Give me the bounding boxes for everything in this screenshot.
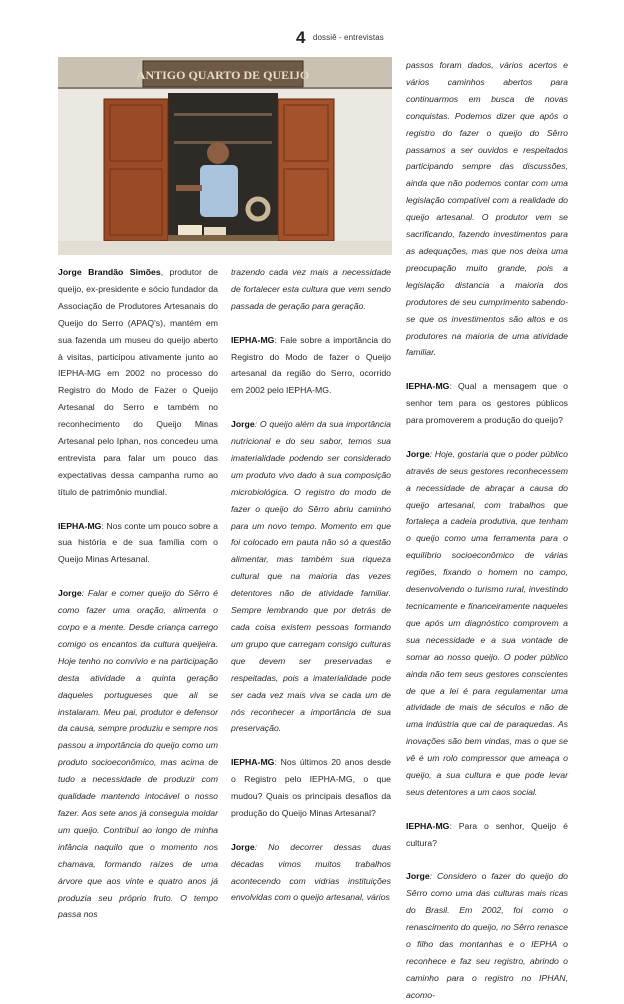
intro-paragraph bbox=[58, 264, 218, 501]
question-3 bbox=[231, 754, 391, 822]
answer-text: : Falar e comer queijo do Sêrro é como fazer uma oração, alimenta o corpo e a mente. Desde criança carrego comigo os encantos da cultura queijeira. Hoje tenho no convívio e na participação desta atividade a quinta geração daqueles portugueses que ali se instalaram. Meu pai, produtor e defensor da causa, sempre produziu e sempre nos passou a importância do queijo como um produto socioeconômico, mas acima de tudo a necessidade de produzir com qualidade mantendo intocável o nosso fazer. Aos sete anos já conseguia moldar um queijo. Contribuí ao longo de minha infância naquilo que o momento nos chamava, formando raízes de uma árvore que aos vinte e quatro anos já produzia seu próprio fruto. O tempo passa nos bbox=[58, 588, 218, 920]
answer-1-continued: trazendo cada vez mais a necessidade de fortalecer esta cultura que vem sendo passada de geração para geração. bbox=[231, 267, 391, 311]
answer-text: : Considero o fazer do queijo do Sêrro como uma das culturas mais ricas do Brasil. Em 2002, foi como o renascimento do queijo, no Sêrro renasce o filho das montanhas e o IEPHA o reconhece e faz seu registro, abrindo o caminho para o registro no IPHAN, acomo- bbox=[406, 871, 568, 1000]
question-4 bbox=[406, 378, 568, 429]
answer-label: Jorge bbox=[231, 841, 255, 852]
column-3 bbox=[406, 57, 568, 1004]
answer-4 bbox=[406, 446, 568, 801]
interviewee-name: Jorge Brandão Simões bbox=[58, 267, 161, 277]
answer-1 bbox=[58, 585, 218, 923]
answer-2 bbox=[231, 416, 391, 737]
cheese-room-photo bbox=[58, 57, 392, 255]
question-2 bbox=[231, 332, 391, 400]
question-text: : Fale sobre a importância do Registro do Modo de fazer o Queijo artesanal da região do Serro, ocorrido em 2002 pelo IEPHA-MG. bbox=[231, 334, 391, 396]
answer-3 bbox=[231, 839, 391, 907]
answer-label: Jorge bbox=[406, 871, 430, 882]
question-5 bbox=[406, 818, 568, 852]
question-label: IEPHA-MG bbox=[406, 820, 450, 831]
answer-text: : Hoje, gostaria que o poder público através de seus gestores reconhecessem a necessidade de abraçar a causa do queijo artesanal, com trabalhos que fortaleça a cadeia produtiva, que tenham o queijo como uma ferramenta para o equilíbrio socioeconômico de várias regiões, fixando o homem no campo, desenvolvendo o turismo rural, investindo tecnicamente e financeiramente naqueles que após um diagnóstico comprovem a sua necessidade e a sua vontade de somar ao nosso queijo. O poder público ainda não tem seus gestores conscientes de que a lei é para regulamentar uma atividade de mais de séculos e não de uma indústria que cai de paraquedas. As inovações são bem vindas, mas o que se vê é um rolo compressor que ameaça o queijo, a sua cultura e que pode levar seus detentores a um caos social. bbox=[406, 448, 568, 797]
question-label: IEPHA-MG bbox=[406, 381, 450, 392]
question-label: IEPHA-MG bbox=[231, 334, 275, 345]
page-number: 4 bbox=[296, 28, 306, 47]
column-2 bbox=[231, 264, 391, 906]
question-text: : Qual a mensagem que o senhor tem para os gestores públicos para promoverem a produção do queijo? bbox=[406, 381, 568, 426]
question-1 bbox=[58, 518, 218, 569]
photo-sign: ANTIGO QUARTO DE QUEIJO bbox=[136, 68, 310, 82]
intro-text: , produtor de queijo, ex-presidente e sócio fundador da Associação de Produtores Artesanais do Queijo do Serro (APAQ's), mantém em sua fazenda um museu do queijo aberto à visitas, participou ativamente junto ao IEPHA-MG em 2002 no processo do Registro do Modo de Fazer o Queijo Artesanal do Serro e também no reconhecimento do Queijo Minas Artesanal pelo Iphan, nos concedeu uma entrevista para falar um pouco das expectativas dessa campanha rumo ao título de patrimônio mundial. bbox=[58, 267, 218, 497]
column-1 bbox=[58, 264, 218, 923]
question-text: : Nos últimos 20 anos desde o Registro pelo IEPHA-MG, o que mudou? Quais os principais desafios da produção do Queijo Minas Artesanal? bbox=[231, 757, 391, 818]
answer-label: Jorge bbox=[406, 448, 430, 459]
answer-text: : O queijo além da sua importância nutricional e do seu sabor, temos sua imaterialidade podendo ser considerado um produto vivo dado à sua composição microbiológica. O registro do modo de fazer o queijo do Sêrro abriu caminho para um novo tempo. Momento em que foi colocado em pauta não só a questão alimentar, mas também sua riqueza cultural que na maioria das vezes detentores não de atividade familiar. Sempre lembrando que por detrás de cada coisa existem pessoas formando um grupo que carregam consigo culturas que devem ser preservadas e respeitadas, pois a imaterialidade pode ser cada vez mais viva se cada um de nós reconhecer a importância de sua preservação. bbox=[231, 419, 391, 734]
answer-label: Jorge bbox=[231, 419, 255, 430]
section-label: dossiê - entrevistas bbox=[312, 33, 384, 42]
answer-5 bbox=[406, 868, 568, 1003]
answer-text: : No decorrer dessas duas décadas vimos muitos trabalhos acontecendo com vidrias instituições envolvidas com o queijo artesanal, vários bbox=[231, 841, 391, 903]
photo-illustration bbox=[58, 57, 392, 255]
question-text: : Nos conte um pouco sobre a sua história e de sua família com o Queijo Minas Artesanal. bbox=[58, 520, 218, 565]
question-label: IEPHA-MG bbox=[58, 520, 102, 531]
question-label: IEPHA-MG bbox=[231, 757, 275, 768]
answer-3-continued: passos foram dados, vários acertos e vários caminhos abertos para continuarmos em busca de novas conquistas. Podemos dizer que após o registro do fazer o queijo do Sêrro passamos a ser ouvidos e respeitados participando sempre das discussões, ainda que não podemos contar com uma legislação compatível com a realidade do queijo artesanal. O produtor vem se sacrificando, fazendo investimentos para as adequações, mas que nos deixa uma preocupação muito grande, pois a legislação distancia a maioria dos produtores de seu cumprimento sabendo-se que os investimentos são altos e os produtores na maioria de uma atividade familiar. bbox=[406, 60, 568, 358]
answer-label: Jorge bbox=[58, 588, 82, 599]
question-text: : Para o senhor, Queijo é cultura? bbox=[406, 820, 568, 848]
page-header bbox=[296, 28, 384, 47]
